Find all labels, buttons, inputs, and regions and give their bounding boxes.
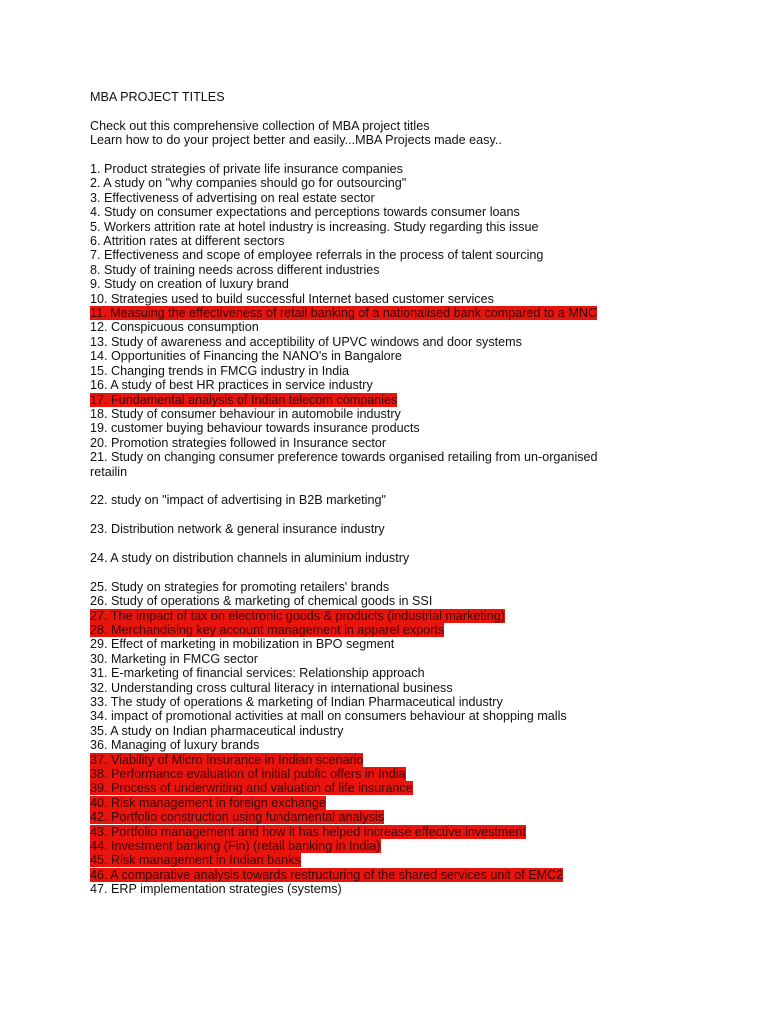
list-item: [90, 652, 730, 666]
item-text: 33. The study of operations & marketing of Indian Pharmaceutical industry: [90, 694, 503, 709]
list-item: [90, 609, 730, 623]
intro-line: Learn how to do your project better and easily...MBA Projects made easy..: [90, 133, 502, 148]
item-text: 4. Study on consumer expectations and perceptions towards consumer loans: [90, 205, 520, 220]
list-item: [90, 450, 610, 479]
list-item: [90, 493, 730, 507]
list-item: [90, 364, 730, 378]
item-text: 13. Study of awareness and acceptibility of UPVC windows and door systems: [90, 334, 522, 349]
highlighted-item-text: 11. Measuing the effectiveness of retail banking of a nationalised bank compared to a MNC: [90, 306, 598, 321]
list-item: [90, 220, 730, 234]
item-text: 8. Study of training needs across different industries: [90, 262, 380, 277]
list-item: [90, 263, 730, 277]
item-text: 23. Distribution network & general insurance industry: [90, 522, 385, 537]
list-item: [90, 738, 730, 752]
list-item: [90, 882, 730, 896]
item-text: 6. Attrition rates at different sectors: [90, 234, 285, 249]
item-text: 26. Study of operations & marketing of chemical goods in SSI: [90, 594, 433, 609]
highlighted-item-text: 43. Portfolio management and how it has helped increase effective investment: [90, 824, 526, 839]
list-item: [90, 277, 730, 291]
item-text: 10. Strategies used to build successful Internet based customer services: [90, 291, 494, 306]
highlighted-item-text: 38. Performance evaluation of initial public offers in India: [90, 767, 406, 781]
item-text: 21. Study on changing consumer preference towards organised retailing from un-organised retailin: [90, 450, 598, 479]
item-text: 12. Conspicuous consumption: [90, 320, 259, 335]
list-item: [90, 248, 730, 262]
highlighted-item-text: 40. Risk management in foreign exchange: [90, 795, 326, 810]
list-item: [90, 162, 730, 176]
item-text: 3. Effectiveness of advertising on real estate sector: [90, 190, 375, 205]
list-item: [90, 393, 730, 407]
list-item: [90, 623, 730, 637]
item-text: 9. Study on creation of luxury brand: [90, 277, 289, 292]
list-item: [90, 695, 730, 709]
spacer: [90, 148, 730, 162]
list-item: [90, 709, 730, 723]
list-item: [90, 810, 730, 824]
list-item: [90, 580, 730, 594]
list-item: [90, 594, 730, 608]
list-item: [90, 407, 730, 421]
list-item: [90, 781, 730, 795]
list-item: [90, 191, 730, 205]
list-item: [90, 753, 730, 767]
list-item: [90, 320, 730, 334]
spacer: [90, 104, 730, 118]
intro-line: Check out this comprehensive collection of MBA project titles: [90, 118, 430, 133]
list-item: [90, 436, 730, 450]
list-item: [90, 666, 730, 680]
item-text: 30. Marketing in FMCG sector: [90, 651, 258, 666]
highlighted-item-text: 42. Portfolio construction using fundamental analysis: [90, 810, 385, 825]
list-item: [90, 349, 730, 363]
list-item: [90, 234, 730, 248]
item-text: 19. customer buying behaviour towards insurance products: [90, 421, 420, 436]
highlighted-item-text: 28. Merchandising key account management in apparel exports: [90, 622, 445, 637]
list-item: [90, 335, 730, 349]
item-text: 31. E-marketing of financial services: Relationship approach: [90, 666, 425, 681]
list-item: [90, 378, 730, 392]
list-item: [90, 176, 730, 190]
item-text: 29. Effect of marketing in mobilization in BPO segment: [90, 637, 395, 652]
list-item: [90, 421, 730, 435]
item-text: 5. Workers attrition rate at hotel industry is increasing. Study regarding this issue: [90, 219, 539, 234]
list-item: [90, 868, 730, 882]
document-body: [90, 90, 730, 897]
highlighted-item-text: 27. The impact of tax on electronic goods & products (industrial marketing): [90, 608, 505, 623]
list-item: [90, 205, 730, 219]
item-text: 25. Study on strategies for promoting retailers' brands: [90, 579, 390, 594]
item-text: 18. Study of consumer behaviour in automobile industry: [90, 406, 401, 421]
highlighted-item-text: 45. Risk management in Indian banks: [90, 853, 301, 868]
list-item: [90, 839, 730, 853]
highlighted-item-text: 37. Viability of Micro Insurance in Indian scenario: [90, 752, 364, 767]
item-text: 16. A study of best HR practices in service industry: [90, 378, 373, 393]
item-text: 20. Promotion strategies followed in Insurance sector: [90, 435, 387, 450]
highlighted-item-text: 44. Investment banking (Fin) (retail banking in India): [90, 839, 381, 854]
project-title-list: [90, 162, 730, 897]
highlighted-item-text: 39. Process of underwriting and valuation of life insurance: [90, 781, 413, 796]
item-text: 32. Understanding cross cultural literacy in international business: [90, 680, 453, 695]
item-text: 1. Product strategies of private life insurance companies: [90, 162, 403, 176]
list-item: [90, 681, 730, 695]
list-item: [90, 724, 730, 738]
item-text: 36. Managing of luxury brands: [90, 738, 260, 753]
item-text: 15. Changing trends in FMCG industry in India: [90, 363, 350, 378]
item-text: 35. A study on Indian pharmaceutical industry: [90, 723, 344, 738]
list-item: [90, 767, 730, 781]
list-item: [90, 522, 730, 536]
list-item: [90, 306, 730, 320]
item-text: 24. A study on distribution channels in aluminium industry: [90, 550, 410, 565]
list-item: [90, 637, 730, 651]
list-item: [90, 551, 730, 565]
item-text: 34. impact of promotional activities at mall on consumers behaviour at shopping malls: [90, 709, 567, 724]
item-text: 22. study on "impact of advertising in B2B marketing": [90, 493, 386, 508]
highlighted-item-text: 17. Fundamental analysis of Indian telecom companies: [90, 392, 398, 407]
list-item: [90, 825, 730, 839]
item-text: 2. A study on "why companies should go for outsourcing": [90, 176, 407, 191]
highlighted-item-text: 46. A comparative analysis towards restructuring of the shared services unit of EMC2: [90, 867, 564, 882]
list-item: [90, 853, 730, 867]
list-item: [90, 292, 730, 306]
item-text: 14. Opportunities of Financing the NANO's in Bangalore: [90, 349, 402, 364]
item-text: 47. ERP implementation strategies (systems): [90, 882, 342, 897]
page-title: MBA PROJECT TITLES: [90, 90, 225, 104]
list-item: [90, 796, 730, 810]
item-text: 7. Effectiveness and scope of employee referrals in the process of talent sourcing: [90, 248, 544, 263]
